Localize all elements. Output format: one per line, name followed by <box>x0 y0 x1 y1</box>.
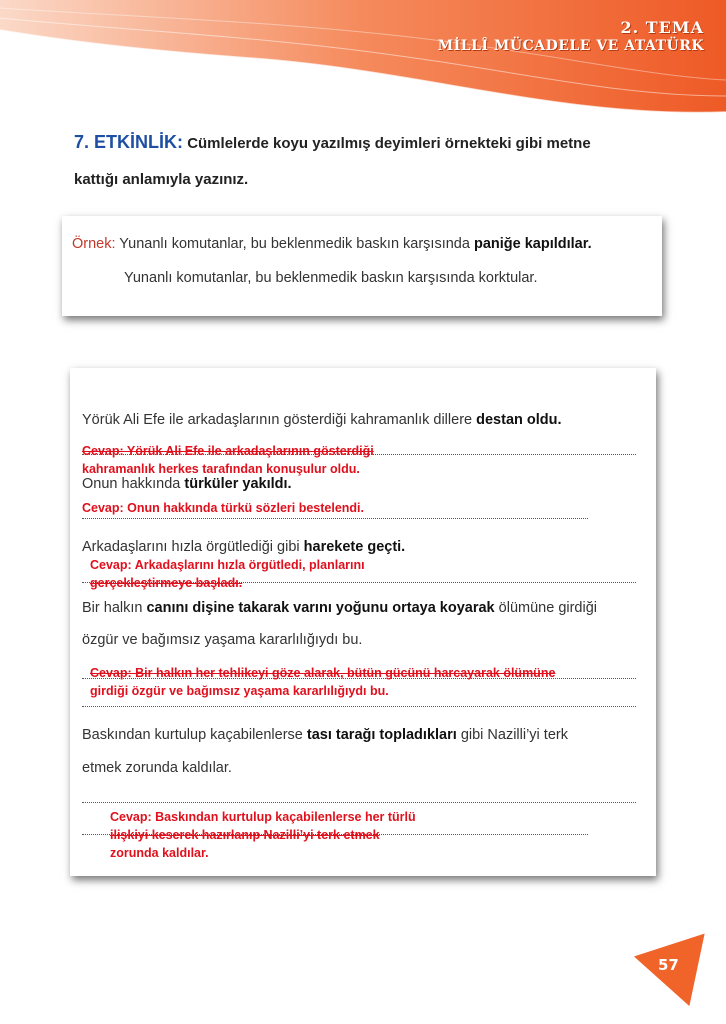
example-answer: Yunanlı komutanlar, bu beklenmedik baskın karşısında korktular. <box>124 270 538 286</box>
item-5-answer-line1: Cevap: Baskından kurtulup kaçabilenlerse her türlü <box>110 810 416 824</box>
item-2-idiom: türküler yakıldı. <box>184 476 292 492</box>
item-1-sentence <box>82 412 562 428</box>
page-number: 57 <box>658 956 679 974</box>
item-3-answer <box>90 556 365 592</box>
item-4-sentence-line1 <box>82 600 597 616</box>
example-label: Örnek: <box>72 236 116 252</box>
item-2-sentence <box>82 476 292 492</box>
item-3-answer-line1: Cevap: Arkadaşlarını hızla örgütledi, planlarını <box>90 558 365 572</box>
tema-title: MİLLÎ MÜCADELE VE ATATÜRK <box>437 38 704 54</box>
item-1-answer <box>82 442 374 478</box>
item-5-idiom: tası tarağı topladıkları <box>306 727 457 743</box>
item-4-plain: Bir halkın <box>82 600 143 616</box>
item-1-idiom: destan oldu. <box>476 412 562 428</box>
item-3-answer-line2: gerçekleştirmeye başladı. <box>90 576 243 590</box>
item-4-plain-end: ölümüne girdiği <box>498 600 598 616</box>
item-5-sentence-line1 <box>82 727 568 743</box>
item-4-sentence-line2: özgür ve bağımsız yaşama kararlılığıydı bu. <box>82 632 363 648</box>
activity-number: 7. ETKİNLİK: <box>74 132 184 152</box>
item-1-plain: Yörük Ali Efe ile arkadaşlarının gösterdiği kahramanlık dillere <box>82 412 473 428</box>
item-4-answer-line2: girdiği özgür ve bağımsız yaşama kararlılığıydı bu. <box>90 684 389 698</box>
item-3-idiom: harekete geçti. <box>303 539 406 555</box>
header-banner <box>0 0 726 130</box>
example-sentence <box>72 236 592 252</box>
answer-line[interactable] <box>82 706 636 707</box>
item-5-answer-line2: ilişkiyi keserek hazırlanıp Nazilli’yi terk etmek <box>110 828 380 842</box>
item-1-answer-line1: Cevap: Yörük Ali Efe ile arkadaşlarının gösterdiği <box>82 444 374 458</box>
item-5-answer-line3: zorunda kaldılar. <box>110 846 209 860</box>
answer-line[interactable] <box>82 582 636 583</box>
item-4-answer <box>90 664 555 700</box>
answer-line[interactable] <box>82 834 588 835</box>
item-3-plain: Arkadaşlarını hızla örgütlediği gibi <box>82 539 300 555</box>
tema-number: 2. TEMA <box>620 18 704 37</box>
answer-line[interactable] <box>82 518 588 519</box>
item-3-sentence <box>82 539 405 555</box>
item-1-answer-line2: kahramanlık herkes tarafından konuşulur oldu. <box>82 462 360 476</box>
item-5-plain: Baskından kurtulup kaçabilenlerse <box>82 727 303 743</box>
item-5-plain-end: gibi Nazilli’yi terk <box>460 727 568 743</box>
activity-heading <box>74 124 664 198</box>
item-2-plain: Onun hakkında <box>82 476 181 492</box>
item-5-sentence-line2: etmek zorunda kaldılar. <box>82 760 232 776</box>
activity-instruction-2: kattığı anlamıyla yazınız. <box>74 171 249 188</box>
activity-instruction-1: Cümlelerde koyu yazılmış deyimleri örnekteki gibi metne <box>187 135 591 152</box>
example-plain: Yunanlı komutanlar, bu beklenmedik baskın karşısında <box>119 236 470 252</box>
item-4-idiom: canını dişine takarak varını yoğunu ortaya koyarak <box>146 600 495 616</box>
item-4-answer-line1: Cevap: Bir halkın her tehlikeyi göze alarak, bütün gücünü harcayarak ölümüne <box>90 666 556 680</box>
example-card <box>62 216 662 316</box>
example-idiom: paniğe kapıldılar. <box>473 236 592 252</box>
item-5-answer <box>110 808 416 862</box>
answer-line[interactable] <box>82 802 636 803</box>
item-2-answer: Cevap: Onun hakkında türkü sözleri bestelendi. <box>82 501 365 515</box>
